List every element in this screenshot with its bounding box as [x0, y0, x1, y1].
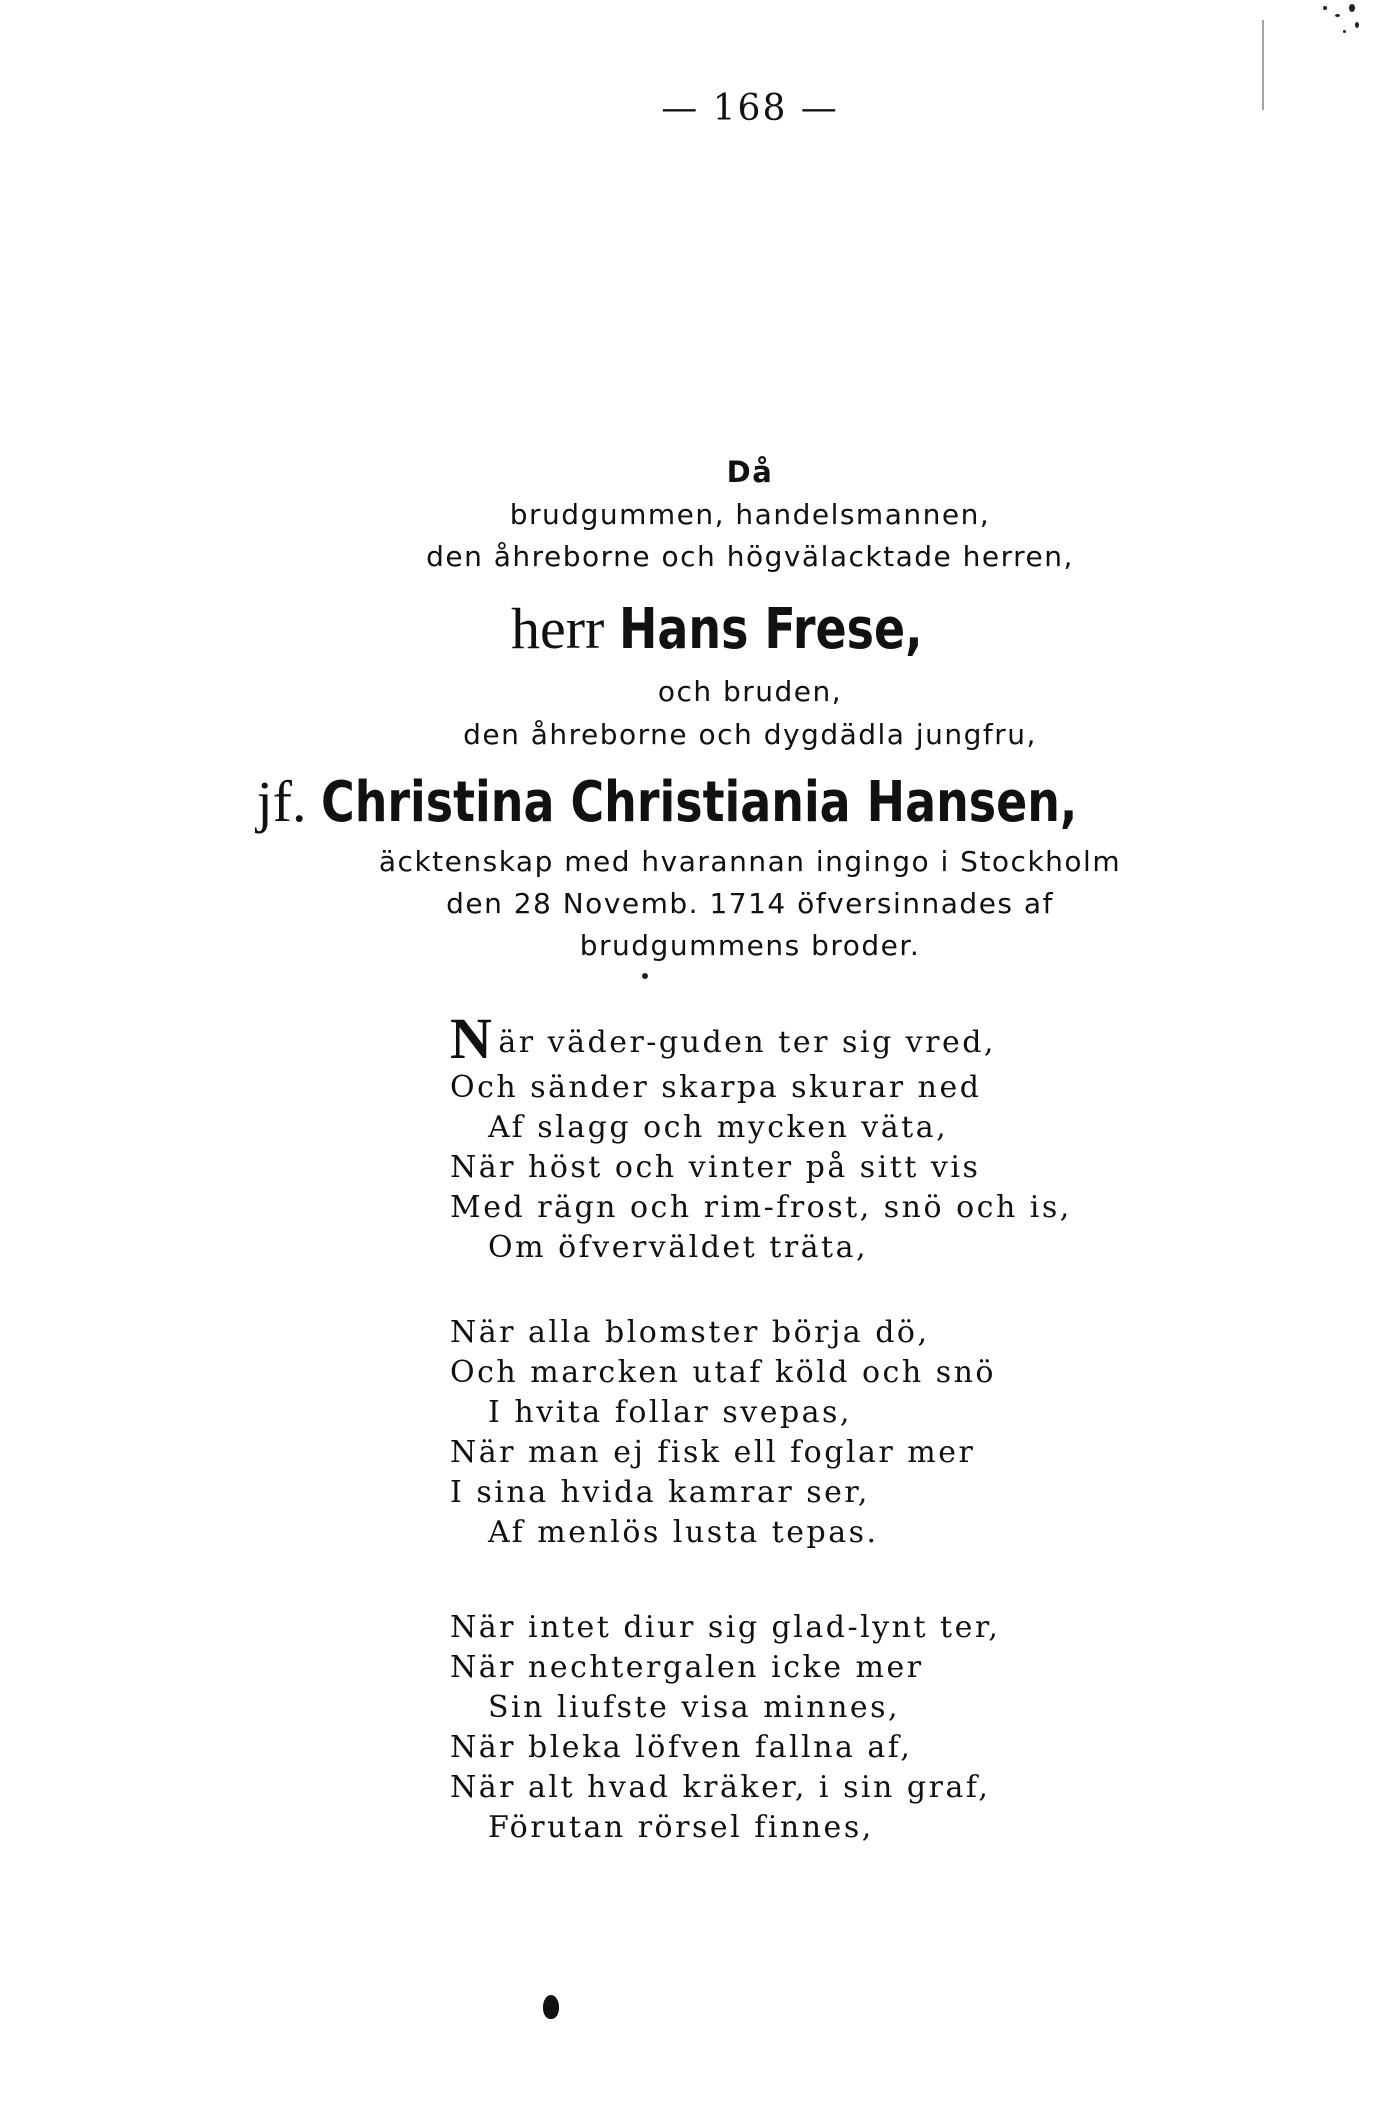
bride-name-line	[0, 768, 1400, 835]
groom-name-line	[0, 595, 1400, 662]
dedication-line: brudgummen, handelsmannen,	[509, 498, 991, 531]
scan-corner-speckles	[1305, 0, 1365, 44]
dedication-line: den åhreborne och dygdädla jungfru,	[463, 718, 1037, 751]
verse-line: När bleka löfven fallna af,	[450, 1730, 913, 1765]
dedication-line: brudgummens broder.	[579, 929, 921, 962]
verse-line: När höst och vinter på sitt vis	[450, 1150, 981, 1185]
page-number: — 168 —	[661, 88, 839, 129]
dedication-line: den 28 Novemb. 1714 öfversinnades af	[446, 887, 1054, 920]
verse-line: När nechtergalen icke mer	[450, 1650, 924, 1685]
verse-line: Och sänder skarpa skurar ned	[450, 1070, 982, 1105]
verse-line: När väder-guden ter sig vred,	[450, 1006, 996, 1071]
verse-line: Med rägn och rim-frost, snö och is,	[450, 1190, 1072, 1225]
verse-line: Af menlös lusta tepas.	[488, 1515, 879, 1550]
bride-name: Christina Christiania Hansen,	[321, 770, 1078, 835]
verse-line: Och marcken utaf köld och snö	[450, 1355, 996, 1390]
bride-prefix: jf.	[256, 769, 307, 834]
groom-name: Hans Frese,	[618, 597, 923, 662]
verse-line: I hvita follar svepas,	[488, 1395, 852, 1430]
drop-cap: N	[450, 1006, 495, 1071]
dedication-line: och bruden,	[657, 675, 843, 708]
verse-line: I sina hvida kamrar ser,	[450, 1475, 870, 1510]
verse-line: När alla blomster börja dö,	[450, 1315, 930, 1350]
groom-prefix: herr	[510, 596, 605, 661]
dedication-line: den åhreborne och högvälacktade herren,	[426, 540, 1074, 573]
verse-line: Sin liufste visa minnes,	[488, 1690, 901, 1725]
dedication-heading: Då	[726, 455, 774, 489]
verse-line: Förutan rörsel finnes,	[488, 1810, 874, 1845]
ornament-dot	[642, 973, 648, 979]
verse-line: När alt hvad kräker, i sin graf,	[450, 1770, 991, 1805]
dedication-line: äcktenskap med hvarannan ingingo i Stockholm	[378, 845, 1122, 878]
verse-line: När intet diur sig glad-lynt ter,	[450, 1610, 1001, 1645]
verse-line: Om öfverväldet träta,	[488, 1230, 869, 1265]
verse-line: Af slagg och mycken väta,	[488, 1110, 949, 1145]
ornament-dot	[543, 1995, 559, 2019]
verse-line: När man ej fisk ell foglar mer	[450, 1435, 976, 1470]
